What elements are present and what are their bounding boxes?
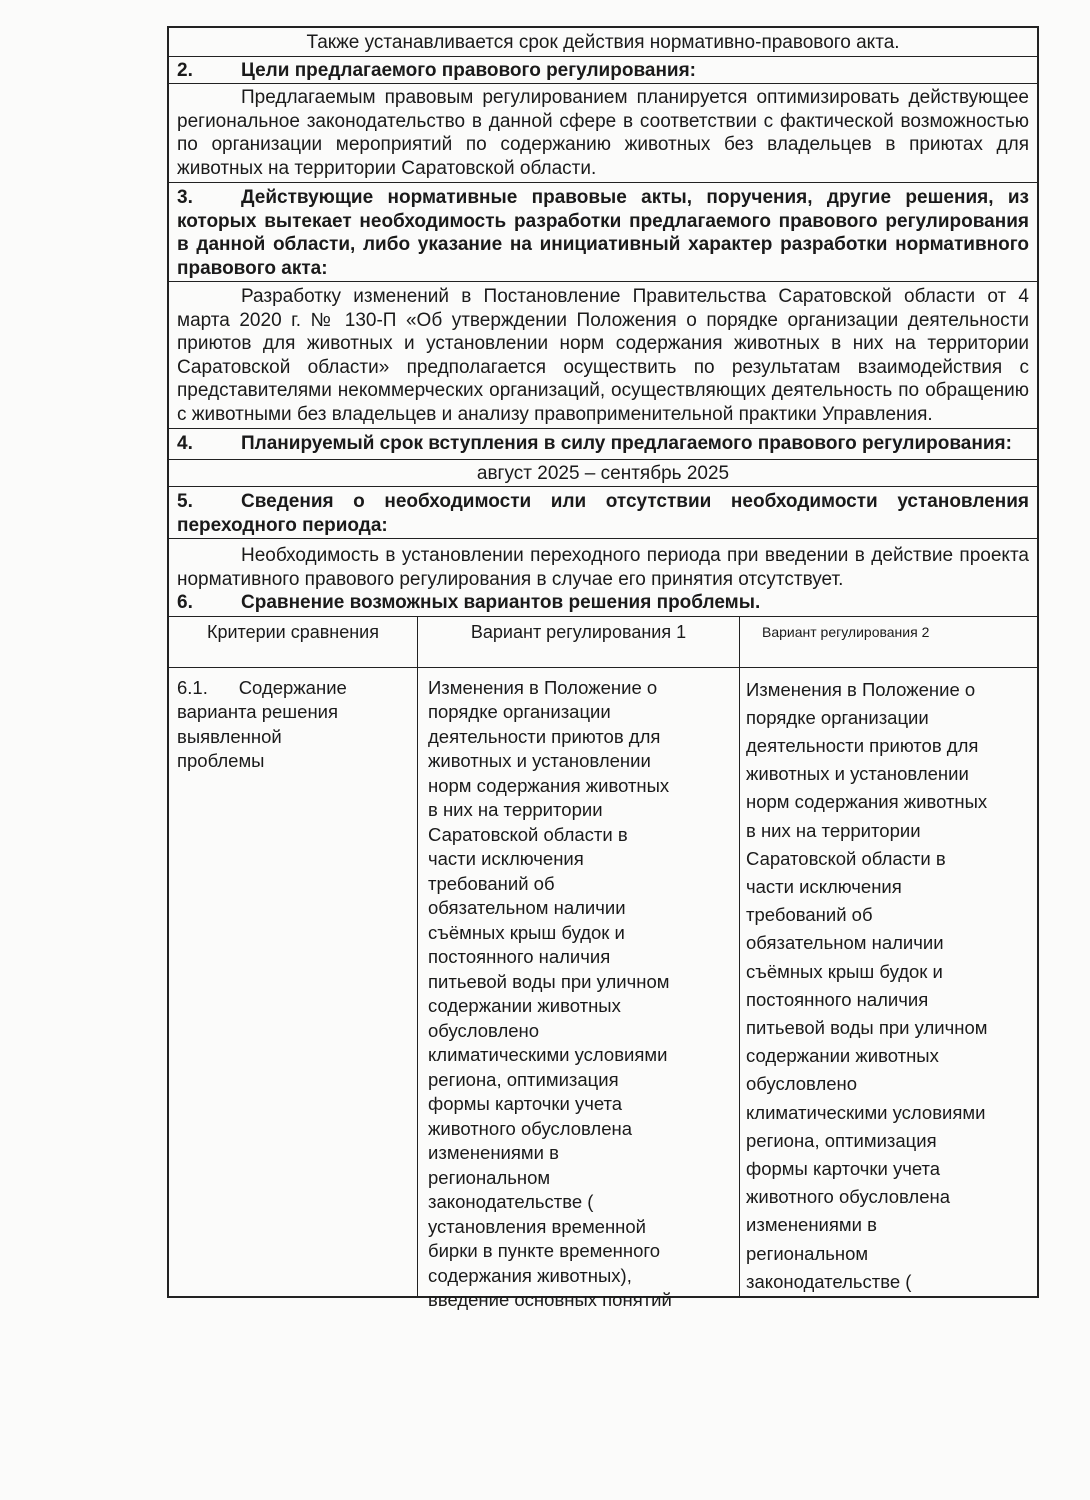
variant-2-cell — [739, 668, 1037, 1296]
criterion-line: 6.1. Содержание — [177, 676, 347, 698]
variant-1-line: постоянного наличия — [428, 946, 611, 967]
variant-2-line: региона, оптимизация — [746, 1129, 937, 1151]
section-6-title: Сравнение возможных вариантов решения проблемы. — [241, 592, 761, 613]
section-5-title: Сведения о необходимости или отсутствии необходимости установления переходного периода: — [177, 491, 1029, 536]
section-3-title: Действующие нормативные правовые акты, поручения, другие решения, из которых вытекает необходимость разработки предлагаемого правового регулирования в данной области, либо указание на инициативный характер разработки нормативного правового акта: — [177, 187, 1029, 279]
variant-1-line: деятельности приютов для — [428, 725, 661, 747]
variant-2-line: части исключения — [746, 875, 902, 897]
variant-1-line: изменениями в — [428, 1142, 559, 1163]
variant-1-line: животного обусловлена — [428, 1117, 633, 1139]
variant-2-line: постоянного наличия — [746, 988, 929, 1010]
variant-1-line: съёмных крыш будок и — [428, 921, 625, 943]
comparison-row-6-1 — [169, 667, 1037, 1310]
variant-1-line: порядке организации — [428, 701, 611, 722]
variant-2-line: Саратовской области в — [746, 847, 946, 869]
variant-1-line: Саратовской области в — [428, 823, 628, 845]
section-4-number: 4. — [177, 433, 193, 454]
variant-1-line: законодательстве ( — [428, 1191, 594, 1212]
variant-2-line: региональном — [746, 1242, 869, 1264]
header-variant-1: Вариант регулирования 1 — [417, 617, 739, 667]
variant-2-line: в них на территории — [746, 819, 921, 841]
header-criteria: Критерии сравнения — [206, 621, 379, 642]
variant-1-line: региональном — [428, 1166, 551, 1188]
section-3-heading — [169, 182, 1037, 281]
section-2-number: 2. — [177, 59, 193, 81]
section-2-title: Цели предлагаемого правового регулирования: — [241, 59, 697, 81]
variant-1-line: части исключения — [428, 848, 584, 869]
variant-2-line: деятельности приютов для — [746, 734, 979, 756]
variant-1-line: требований об — [428, 872, 555, 894]
section-5-text: Необходимость в установлении переходного периода при введении в действие проекта нормативного правового регулирования в случае его принятия отсутствует. — [169, 538, 1037, 591]
variant-1-line: Изменения в Положение о — [428, 676, 658, 698]
variant-2-line: питьевой воды при уличном — [746, 1016, 988, 1038]
variant-2-line: Изменения в Положение о — [746, 678, 976, 700]
variant-1-line: климатическими условиями — [428, 1044, 668, 1065]
variant-1-line: установления временной — [428, 1215, 647, 1237]
variant-1-line: бирки в пункте временного — [428, 1240, 660, 1261]
section-4-text: август 2025 – сентябрь 2025 — [169, 459, 1037, 487]
variant-1-line: обязательном наличии — [428, 897, 626, 918]
variant-1-cell — [417, 668, 739, 1310]
variant-2-line: обусловлено — [746, 1073, 858, 1095]
section-6-number: 6. — [177, 592, 193, 613]
section-2-heading — [169, 56, 1037, 84]
variant-1-line: введение основных понятий — [428, 1289, 672, 1310]
document-table — [167, 26, 1039, 1310]
section-4-heading — [169, 428, 1037, 459]
section-2-text: Предлагаемым правовым регулированием планируется оптимизировать действующее региональное законодательство в данной сфере в соответствии с фактической возможностью по организации мероприятий по содержанию животных без владельцев в приютах для животных на территории Саратовской области. — [169, 83, 1037, 182]
variant-2-line: животного обусловлена — [746, 1186, 951, 1208]
comparison-header-row — [169, 616, 1037, 667]
variant-1-line: в них на территории — [428, 799, 603, 820]
variant-1-line: формы карточки учета — [428, 1093, 623, 1114]
section-3-number: 3. — [177, 187, 193, 208]
variant-1-line: животных и установлении — [428, 750, 651, 771]
variant-2-line: изменениями в — [746, 1214, 877, 1236]
variant-1-line: содержании животных — [428, 995, 621, 1016]
top-line — [169, 28, 1037, 56]
criterion-cell — [169, 668, 417, 1296]
variant-2-line: формы карточки учета — [746, 1157, 941, 1179]
variant-2-line: норм содержания животных — [746, 791, 988, 813]
variant-2-line: животных и установлении — [746, 763, 969, 785]
section-5-heading — [169, 486, 1037, 538]
variant-2-line: съёмных крыш будок и — [746, 960, 943, 982]
variant-2-line: обязательном наличии — [746, 932, 944, 954]
section-5-number: 5. — [177, 491, 193, 512]
section-3-text: Разработку изменений в Постановление Правительства Саратовской области от 4 марта 2020 г. № 130-П «Об утверждении Положения о порядке организации деятельности приютов для животных и установлении норм содержания животных в них на территории Саратовской области» предполагается осуществить по результатам взаимодействия с представителями некоммерческих организаций, осуществляющих деятельность по обращению с животными без владельцев и анализу правоприменительной практики Управления. — [169, 281, 1037, 428]
variant-2-line: климатическими условиями — [746, 1101, 986, 1123]
variant-1-line: норм содержания животных — [428, 774, 670, 796]
criterion-line: проблемы — [177, 750, 265, 771]
variant-2-line: порядке организации — [746, 706, 929, 728]
section-4-title: Планируемый срок вступления в силу предлагаемого правового регулирования: — [241, 433, 1012, 454]
variant-2-line: требований об — [746, 904, 873, 926]
header-variant-2-text: Вариант регулирования 2 — [762, 623, 930, 640]
variant-2-line: содержании животных — [746, 1045, 939, 1067]
variant-1-line: содержания животных), — [428, 1264, 632, 1286]
header-variant-2 — [739, 617, 1037, 667]
variant-2-line: законодательстве ( — [746, 1270, 912, 1292]
variant-1-line: обусловлено — [428, 1019, 540, 1041]
criterion-line: варианта решения — [177, 701, 339, 722]
criterion-line: выявленной — [177, 725, 282, 747]
variant-1-line: питьевой воды при уличном — [428, 970, 670, 992]
section-6-heading — [169, 591, 1037, 616]
variant-1-line: региона, оптимизация — [428, 1068, 619, 1090]
top-line-text: Также устанавливается срок действия нормативно-правового акта. — [306, 32, 900, 53]
